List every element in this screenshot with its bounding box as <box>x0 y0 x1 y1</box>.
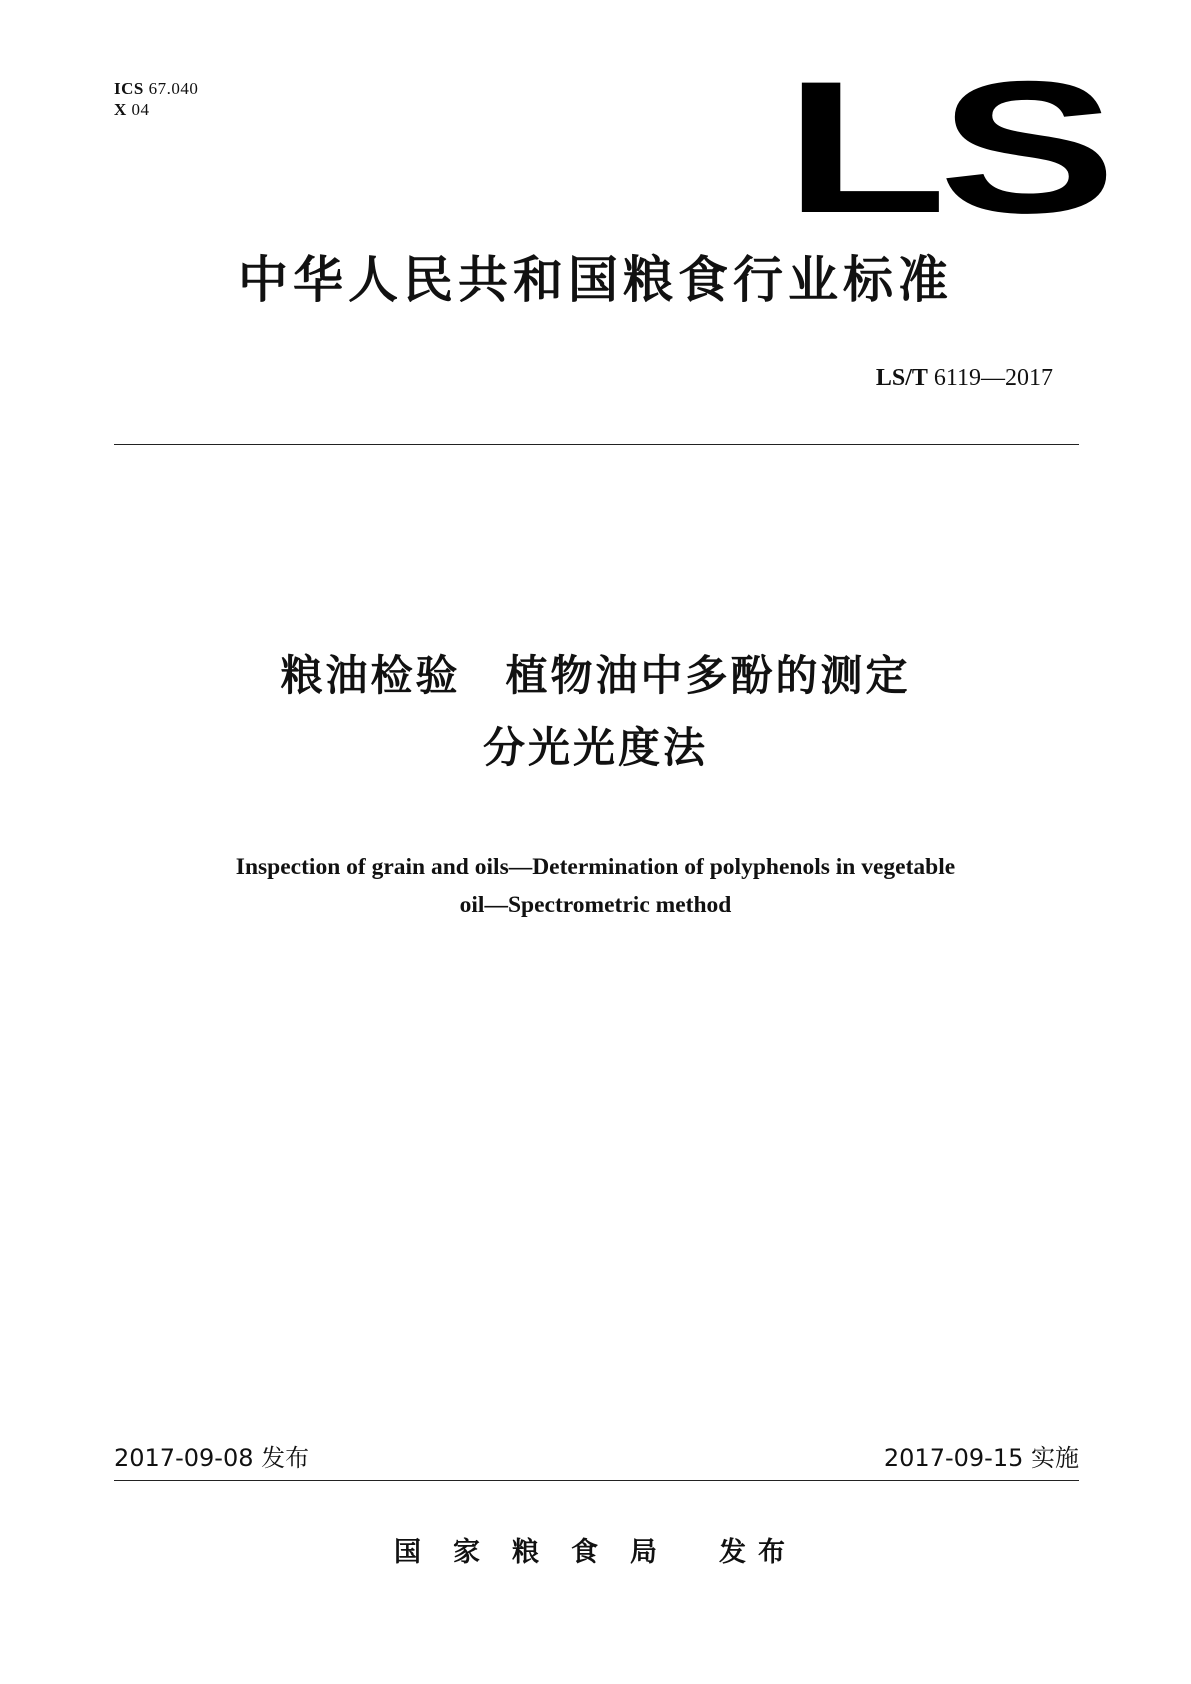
classification-codes <box>114 78 198 120</box>
document-title-cn-line2: 分光光度法 <box>482 723 708 772</box>
implementation-date: 2017-09-15 实施 <box>883 1444 1079 1472</box>
top-divider <box>114 444 1079 445</box>
ics-line <box>114 78 198 99</box>
ics-code: 67.040 <box>148 79 199 98</box>
standard-prefix: LS/T <box>875 365 928 391</box>
bottom-divider <box>114 1480 1079 1481</box>
standard-number <box>876 363 1053 393</box>
ls-logo: LS <box>784 42 1109 252</box>
standard-code: 6119—2017 <box>933 365 1053 391</box>
class-line <box>114 99 198 120</box>
publish-verb: 发布 <box>719 1537 797 1568</box>
document-title-en-line1: Inspection of grain and oils—Determination of polyphenols in vegetable <box>235 854 956 880</box>
publisher-name: 国家粮食局 <box>394 1537 689 1568</box>
class-label: X <box>114 100 127 119</box>
class-code: 04 <box>131 100 150 119</box>
standard-category-title: 中华人民共和国粮食行业标准 <box>238 251 953 309</box>
issue-date: 2017-09-08 发布 <box>114 1444 310 1472</box>
ics-label: ICS <box>114 79 144 98</box>
document-title-cn-line1: 粮油检验 植物油中多酚的测定 <box>280 651 911 700</box>
publisher-line <box>0 1536 1191 1570</box>
document-title-en-line2: oil—Spectrometric method <box>459 892 732 918</box>
